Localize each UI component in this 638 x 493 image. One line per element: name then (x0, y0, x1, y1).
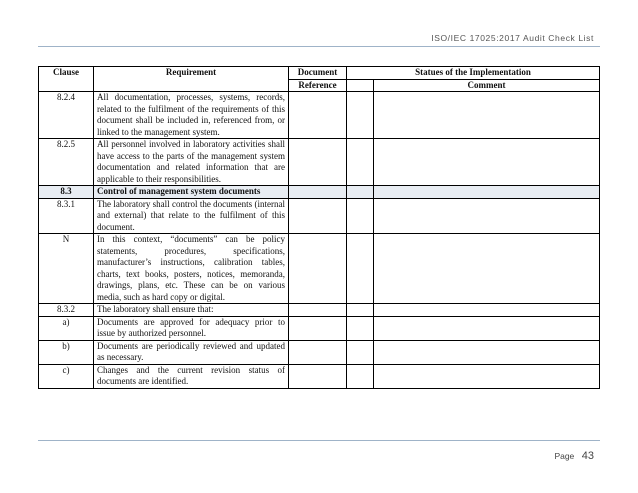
requirement-cell: The laboratory shall control the documents (internal and external) that relate to the fulfilment of this document. (94, 198, 289, 234)
table-row (39, 316, 600, 340)
document-reference-cell (289, 92, 347, 139)
document-reference-cell (289, 234, 347, 304)
comment-cell (374, 316, 600, 340)
requirement-cell: In this context, “documents” can be policy statements, procedures, specifications, manufacturer’s instructions, calibration tables, charts, text books, posters, notices, memoranda, drawings, plans, etc. These can be on various media, such as hard copy or digital. (94, 234, 289, 304)
document-reference-cell (289, 139, 347, 186)
status-cell (347, 234, 374, 304)
clause-column-header: Clause (39, 67, 94, 92)
table-row (39, 139, 600, 186)
clause-cell: a) (39, 316, 94, 340)
comment-cell (374, 304, 600, 317)
requirement-cell: Documents are approved for adequacy prior to issue by authorized personnel. (94, 316, 289, 340)
comment-cell (374, 186, 600, 199)
document-reference-cell (289, 340, 347, 364)
section-title-cell: Control of management system documents (94, 186, 289, 199)
clause-cell: b) (39, 340, 94, 364)
table-row (39, 304, 600, 317)
page-footer (554, 446, 594, 464)
clause-cell: N (39, 234, 94, 304)
requirement-cell: The laboratory shall ensure that: (94, 304, 289, 317)
clause-cell: 8.3.1 (39, 198, 94, 234)
document-reference-cell (289, 304, 347, 317)
table-row (39, 340, 600, 364)
section-clause-cell: 8.3 (39, 186, 94, 199)
comment-cell (374, 139, 600, 186)
footer-divider (38, 440, 600, 441)
header-divider (38, 46, 600, 47)
page-number: 43 (581, 450, 594, 462)
document-reference-cell (289, 316, 347, 340)
section-row (39, 186, 600, 199)
document-header-title: ISO/IEC 17025:2017 Audit Check List (431, 33, 594, 43)
page-label: Page (554, 451, 575, 461)
status-cell (347, 304, 374, 317)
table-row (39, 92, 600, 139)
document-reference-cell (289, 364, 347, 388)
comment-cell (374, 92, 600, 139)
comment-cell (374, 340, 600, 364)
status-cell (347, 340, 374, 364)
clause-cell: 8.2.4 (39, 92, 94, 139)
table-row (39, 364, 600, 388)
status-cell (347, 92, 374, 139)
status-cell (347, 186, 374, 199)
clause-cell: c) (39, 364, 94, 388)
comment-cell (374, 364, 600, 388)
status-cell (347, 139, 374, 186)
status-blank-header (347, 79, 374, 92)
table-row (39, 234, 600, 304)
status-cell (347, 198, 374, 234)
requirement-cell: Changes and the current revision status of documents are identified. (94, 364, 289, 388)
reference-column-header: Reference (289, 79, 347, 92)
requirement-cell: All documentation, processes, systems, records, related to the fulfilment of the requirements of this document shall be included in, referenced from, or linked to the management system. (94, 92, 289, 139)
clause-cell: 8.2.5 (39, 139, 94, 186)
comment-cell (374, 234, 600, 304)
comment-cell (374, 198, 600, 234)
audit-checklist-table (38, 66, 600, 389)
table-header-row (39, 67, 600, 80)
status-cell (347, 316, 374, 340)
requirement-cell: Documents are periodically reviewed and updated as necessary. (94, 340, 289, 364)
clause-cell: 8.3.2 (39, 304, 94, 317)
document-reference-cell (289, 186, 347, 199)
requirement-column-header: Requirement (94, 67, 289, 92)
statues-column-header: Statues of the Implementation (347, 67, 600, 80)
document-reference-cell (289, 198, 347, 234)
requirement-cell: All personnel involved in laboratory activities shall have access to the parts of the management system documentation and related information that are applicable to their responsibilities. (94, 139, 289, 186)
table-row (39, 198, 600, 234)
document-column-header: Document (289, 67, 347, 80)
comment-column-header: Comment (374, 79, 600, 92)
status-cell (347, 364, 374, 388)
